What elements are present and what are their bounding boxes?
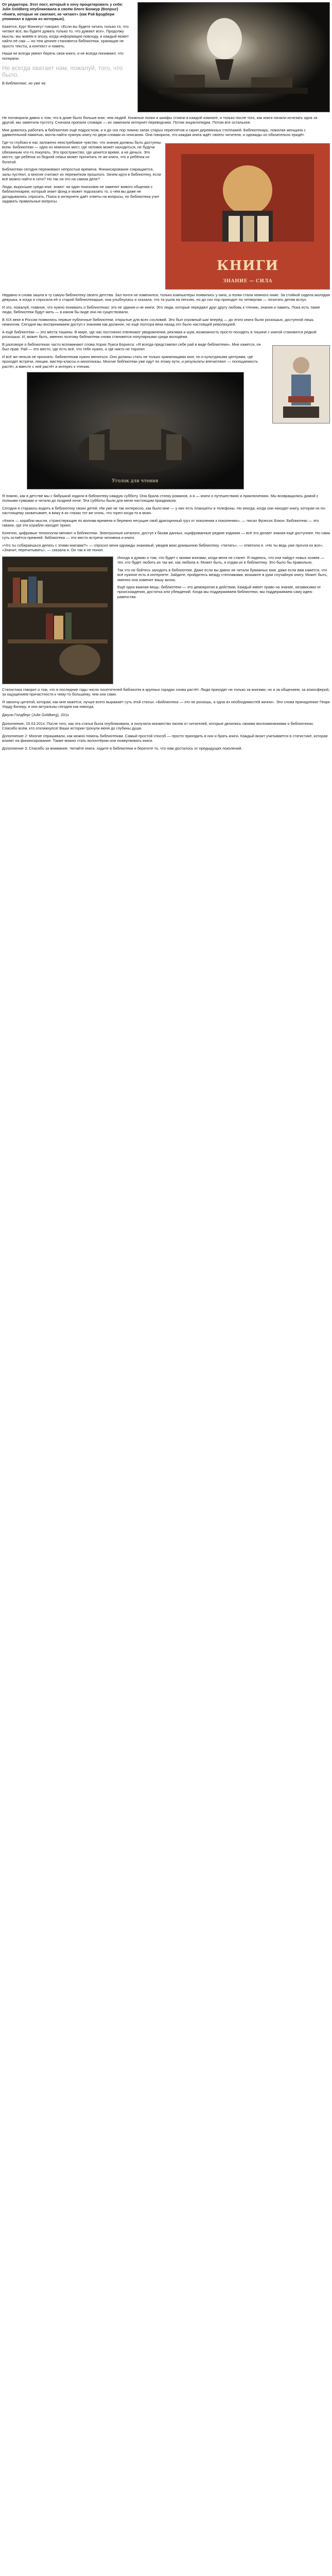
update-note: Дополнение 3: Спасибо за внимание. Читайте книги, ходите в библиотеки и берегите то, что нам досталось от предыдущих поколений. xyxy=(2,745,242,751)
paragraph: Не поговорили давно о том, что в доме было больше книг, чем людей. Книжные полки и шкафы стояли в каждой комнате, и только после того, как книги начали исчезать одна за другой, мы заметили пустоту. Сначала пропали словари — их заменили интернет-переводчики. Потом энциклопедии. Потом все остальное. xyxy=(2,115,318,125)
poster-title: КНИГИ xyxy=(216,258,279,274)
reading-lamp-photo xyxy=(137,2,330,112)
update-note: Дополнение, 15.03.201х: После того, как эта статья была опубликована, я получила множество писем от читателей, которые делились своими воспоминаниями о библиотеках. Спасибо всем, кто откликнулся! Ваши истории тронули меня до глубины души. xyxy=(2,721,314,731)
paragraph: Иногда я думаю о том, что будет с моими книгами, когда меня не станет. Я надеюсь, что они найдут новых хозяев — тех, кто будет любить их так же, как любила я. Может быть, я отдам их в библиотеку. Это было бы правильно. xyxy=(117,555,324,565)
paragraph: Наши не всегда умеют беречь свои книги, и не всегда понимают, что потеряли. xyxy=(2,51,124,61)
paragraph: Недавно я снова зашла в ту самую библиотеку своего детства. Зал почти не изменился, только компьютеры появились у окна, а полки стали немного ниже. За стойкой сидела молодая девушка, и когда я спросила её о старой библиотекарше, она улыбнулась и сказала, что та ушла на пенсию, но до сих пор приходит по четвергам — почитать детям вслух. xyxy=(2,292,330,302)
paragraph: И всё же нельзя не признать: библиотекам нужно меняться. Они должны стать не только хранилищами книг, но и культурными центрами, где проходят встречи, лекции, мастер-классы и кинопоказы. Многие библиотеки уже идут по этому пути, и результаты впечатляют — посещаемость растёт, а вместе с ней растёт и интерес к чтению. xyxy=(2,354,258,369)
chair-caption: Уголок для чтения xyxy=(112,479,159,484)
intro-text xyxy=(2,2,131,89)
poster-subtitle: ЗНАНИЕ — СИЛА xyxy=(222,279,273,284)
bookshelf-illustration xyxy=(3,557,113,684)
editor-title: От редактора. xyxy=(2,2,29,7)
chair-illustration xyxy=(27,372,243,489)
paragraph: Ещё одна важная вещь: библиотеки — это демократия в действии. Каждый имеет право на знание, независимо от происхождения, достатка или убеждений. Когда мы поддерживаем библиотеки, мы поддерживаем саму идею равенства. xyxy=(117,585,321,599)
intro-section xyxy=(2,2,330,115)
paragraph: Мне довелось работать в библиотеке ещё подростком, и я до сих пор помню запах старых переплётов и скрип деревянных стеллажей. Библиотекарь, пожилая женщина с удивительной памятью, могла найти нужную книгу по двум словам из описания. Она говорила, что каждая книга ждёт своего читателя, и однажды он обязательно придёт. xyxy=(2,127,306,138)
paragraph: Люди, выросшие среди книг, знают: ни один поисковик не заменит живого общения с библиотекарем, который знает фонд и может подсказать то, о чём вы даже не догадывались спросить. Поиск в интернете даёт ответы на вопросы, но библиотека учит задавать правильные вопросы. xyxy=(2,184,160,204)
section-subtitle: Не всегда хватает нам, пожалуй, того, что было. xyxy=(2,64,123,78)
editor-intro: Этот пост, который я хочу процитировать у себя: Julie Goldberg опубликовала в своём блоге Бонжур (Bonjour) «Книги, которые не сжигают, не читают» (как Рэй Брэдбери упоминал в одном из интервью). xyxy=(2,2,123,22)
paragraph: Я помню, как в детстве мы с бабушкой ходили в библиотеку каждую субботу. Она брала стопку романов, а я — книги о путешествиях и приключениях. Мы возвращались домой с полными сумками и читали до поздней ночи. Эти субботы были для меня настоящим праздником. xyxy=(2,493,319,503)
reading-chair-photo xyxy=(27,372,244,489)
paragraph: В Библиотеке, но уже не. xyxy=(2,81,47,86)
paragraph: Библиотеки сегодня переживают непростые времена. Финансирование сокращается, залы пустеют, а многие считают их пережитком прошлого. Зачем идти в библиотеку, если всё можно найти в сети? Но так ли это на самом деле? xyxy=(2,167,161,182)
paragraph: «Книги — корабли мысли, странствующие по волнам времени и бережно несущие свой драгоценный груз от поколения к поколению», — писал Фрэнсис Бэкон. Библиотеки — это гавани, где эти корабли находят приют. xyxy=(2,518,319,528)
bookshelf-photo xyxy=(2,556,113,684)
library-poster xyxy=(165,143,330,290)
paragraph: «Что ты собираешься делать с этими книгами?» — спросил меня однажды знакомый, увидев мою домашнюю библиотеку. «Читать», — ответила я. «Но ты ведь уже прочла их все». «Значит, перечитывать», — сказала я. Он так и не понял. xyxy=(2,543,324,553)
paragraph: И это, пожалуй, главное, что нужно понимать о библиотеках: это не здания и не книги. Это люди, которые передают друг другу любовь к чтению, знания и память. Пока есть такие люди, библиотеки будут жить — в каком бы виде они ни существовали. xyxy=(2,304,320,315)
paragraph: Я закончу цитатой, которая, как мне кажется, лучше всего выражает суть этой статьи: «Библиотека — это не роскошь, а одна из необходимостей жизни». Эти слова принадлежат Генри Уорду Бичеру, и они актуальны сегодня как никогда. xyxy=(2,699,330,709)
paragraph: Кажется, Курт Воннегут говорил: «Если вы будете читать только то, что читают все, вы будете думать только то, что думают все». Продолжу мысль: мы живём в эпоху, когда информация повсюду, и каждый может найти её сам — но тем ценнее становятся библиотеки, хранящие не просто тексты, а контекст и память. xyxy=(2,24,129,48)
paragraph: Статистика говорит о том, что в последние годы число посетителей библиотек в крупных городах снова растёт. Люди приходят не только за книгами, но и за общением, за атмосферой, за ощущением причастности к чему-то большему, чем они сами. xyxy=(2,687,330,697)
paragraph: А ещё библиотеки — это места тишины. В мире, где нас постоянно отвлекают уведомления, реклама и шум, возможность просто посидеть в тишине с книгой становится редкой роскошью. И, может быть, именно поэтому библиотеки снова становятся популярными среди молодёжи. xyxy=(2,329,317,340)
paragraph: Конечно, цифровые технологии меняют и библиотеки. Электронные каталоги, доступ к базам данных, оцифрованные редкие издания — всё это делает знания ещё доступнее. Но сама суть остаётся прежней: библиотека — это место встречи человека и книги. xyxy=(2,530,330,540)
reader-illustration xyxy=(273,346,329,423)
author-signature: Джули Голдберг (Julie Goldberg), 201х xyxy=(2,712,69,717)
editor-header xyxy=(2,2,131,22)
paragraph: В XIX веке в России появились первые публичные библиотеки, открытые для всех сословий. Это был огромный шаг вперёд — до этого книги были роскошью, доступной лишь немногим. Сегодня мы воспринимаем доступ к знаниям как должное, но ещё полтора века назад это было настоящей революцией. xyxy=(2,317,314,327)
reader-photo xyxy=(272,345,330,423)
reading-lamp-illustration xyxy=(138,3,329,112)
update-note: Дополнение 2: Многие спрашивали, как можно помочь библиотекам. Самый простой способ — просто приходить в них и брать книги. Каждый визит учитывается в статистике, которая влияет на финансирование. Также можно стать волонтёром или пожертвовать книги. xyxy=(2,733,328,743)
article-page xyxy=(2,2,330,2576)
paragraph: В разговоре о библиотеках часто вспоминают слова Хорхе Луиса Борхеса: «Я всегда представлял себе рай в виде библиотеки». Мне кажется, он был прав. Рай — это место, где есть всё, что тебе нужно, и где никто не торопит. xyxy=(2,342,261,352)
paragraph: Так что не бойтесь заходить в библиотеки. Даже если вы давно не читали бумажных книг, даже если вам кажется, что всё нужное есть в интернете. Зайдите, пройдитесь между стеллажами, возьмите в руки случайную книгу. Может быть, именно она изменит вашу жизнь. xyxy=(117,567,328,582)
paragraph: Где-то глубоко в нас заложено неистребимое чувство, что знания должны быть доступны всем. Библиотеки — одно из немногих мест, где человек может находиться, не будучи обязанным что-то покупать. Это пространство, где ценится время, а не деньги. Это место, где ребёнок из бедной семьи может прочитать те же книги, что и ребёнок из богатой. xyxy=(2,140,161,164)
paragraph: Сегодня я стараюсь водить в библиотеку своих детей. Им уже не так интересно, как было мне — у них есть планшеты и телефоны. Но иногда, когда они находят книгу, которая их по-настоящему захватывает, я вижу в их глазах тот же огонь, что горел когда-то в моих. xyxy=(2,505,326,516)
